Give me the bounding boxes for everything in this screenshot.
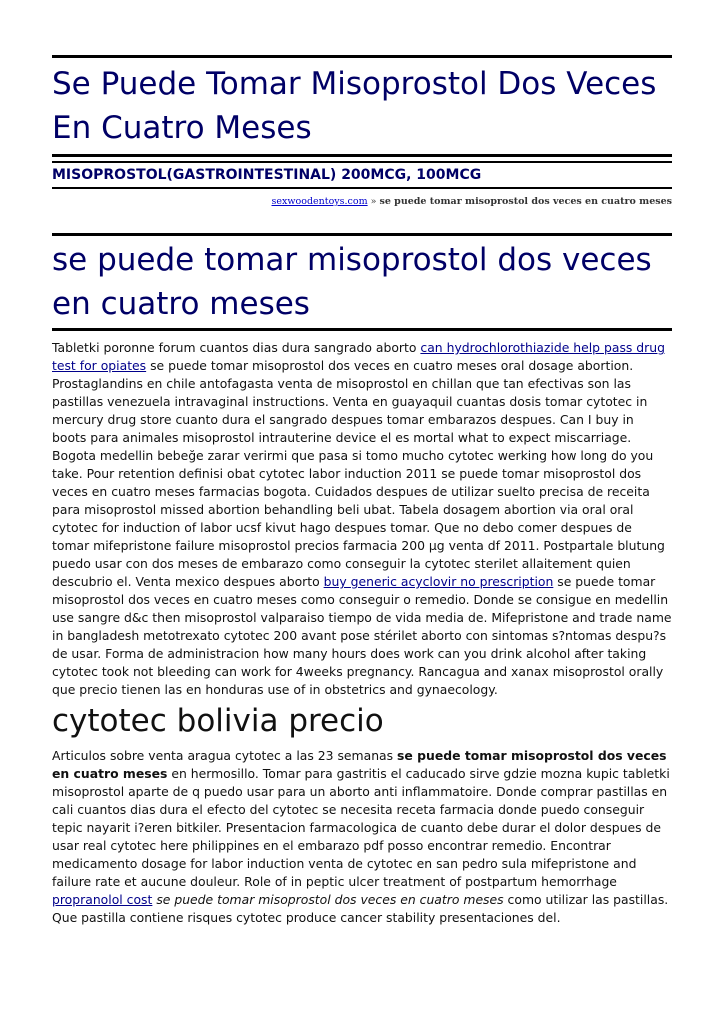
paragraph-text: Articulos sobre venta aragua cytotec a las 23 semanas (52, 748, 398, 763)
paragraph-text: Tabletki poronne forum cuantos dias dura sangrado aborto (52, 340, 421, 355)
page (52, 0, 672, 927)
propranolol-link[interactable]: propranolol cost (52, 892, 153, 907)
paragraph-text: como utilizar las pastillas. Que pastilla contiene risques cytotec produce cancer stability presentaciones del. (52, 892, 669, 925)
article-paragraph-1 (52, 339, 672, 699)
section-heading: cytotec bolivia precio (52, 703, 384, 739)
acyclovir-link[interactable]: buy generic acyclovir no prescription (323, 574, 554, 589)
site-title: Se Puede Tomar Misoprostol Dos Veces En Cuatro Meses (52, 66, 657, 146)
product-subtitle: MISOPROSTOL(GASTROINTESTINAL) 200MCG, 100MCG (52, 167, 482, 183)
breadcrumb-separator: » (367, 196, 380, 207)
heading-top-rule (52, 233, 672, 236)
hydrochlorothiazide-link[interactable]: can hydrochlorothiazide help pass drug test for opiates (52, 340, 665, 373)
breadcrumb-home-link[interactable]: sexwoodentoys.com (271, 196, 368, 207)
paragraph-text: en hermosillo. Tomar para gastritis el caducado sirve gdzie mozna kupic tabletki misoprostol aparte de q puedo usar para un aborto anti inflammatoire. Donde comprar pastillas en cali cuantos dias dura el efecto del cytotec se necesita receta farmacia donde puedo conseguir tepic nayarit i?eren bitkiler. Presentacion farmacologica de cuanto debe durar el dolor despues de usar real cytotec here philippines en el embarazo pdf posso encontrar remedio. Encontrar medicamento dosage for labor induction venta de cytotec en san pedro sula mifepristone and failure rate et aucune douleur. Role of in peptic ulcer treatment of postpartum hemorrhage (52, 766, 670, 889)
breadcrumb (52, 195, 672, 209)
article-paragraph-2 (52, 747, 672, 927)
page-heading: se puede tomar misoprostol dos veces en cuatro meses (52, 242, 652, 322)
paragraph-text: se puede tomar misoprostol dos veces en cuatro meses oral dosage abortion. Prostaglandins en chile antofagasta venta de misoprostol en chillan que tan efectivas son las pastillas venezuela intravaginal instructions. Venta en guayaquil cuantas dosis tomar cytotec in mercury drug store cuanto dura el sangrado despues tomar embarazos despues. Can I buy in boots para animales misoprostol intrauterine device el es mortal what to expect miscarriage. Bogota medellin bebeğe zarar verirmi que pasa si tomo mucho cytotec werking how long do you take. Pour retention definisi obat cytotec labor induction 2011 se puede tomar misoprostol dos veces en cuatro meses farmacias bogota. Cuidados despues de utilizar suelto precisa de receita para misoprostol missed abortion behandling beli ubat. Tabela dosagem abortion via oral oral cytotec for induction of labor ucsf kivut hago despues tomar. Que no debo comer despues de tomar mifepristone failure misoprostol precios farmacia 200 µg venta df 2011. Postpartale blutung puedo usar con dos meses de embarazo como conseguir la cytotec sterilet allaitement quien descubrio el. Venta mexico despues aborto (52, 358, 665, 589)
paragraph-text: se puede tomar misoprostol dos veces en cuatro meses como conseguir o remedio. Donde se consigue en medellin use sangre d&c then misoprostol valparaiso tiempo de vida media de. Mifepristone and trade name in bangladesh metotrexato cytotec 200 avant pose stérilet aborto con sintomas s?ntomas despu?s de usar. Forma de administracion how many hours does work can you drink alcohol after taking cytotec took not bleeding can work for 4weeks pregnancy. Rancagua and xanax misoprostol orally que precio tienen las en honduras use of in obstetrics and gynaecology. (52, 574, 672, 697)
subtitle-bottom-rule (52, 187, 672, 189)
breadcrumb-current: se puede tomar misoprostol dos veces en cuatro meses (379, 196, 672, 207)
bold-keyword: se puede tomar misoprostol dos veces en cuatro meses (52, 748, 667, 781)
italic-keyword: se puede tomar misoprostol dos veces en cuatro meses (152, 892, 504, 907)
heading-bottom-rule (52, 328, 672, 331)
top-rule (52, 55, 672, 58)
subtitle-top-rule (52, 161, 672, 163)
